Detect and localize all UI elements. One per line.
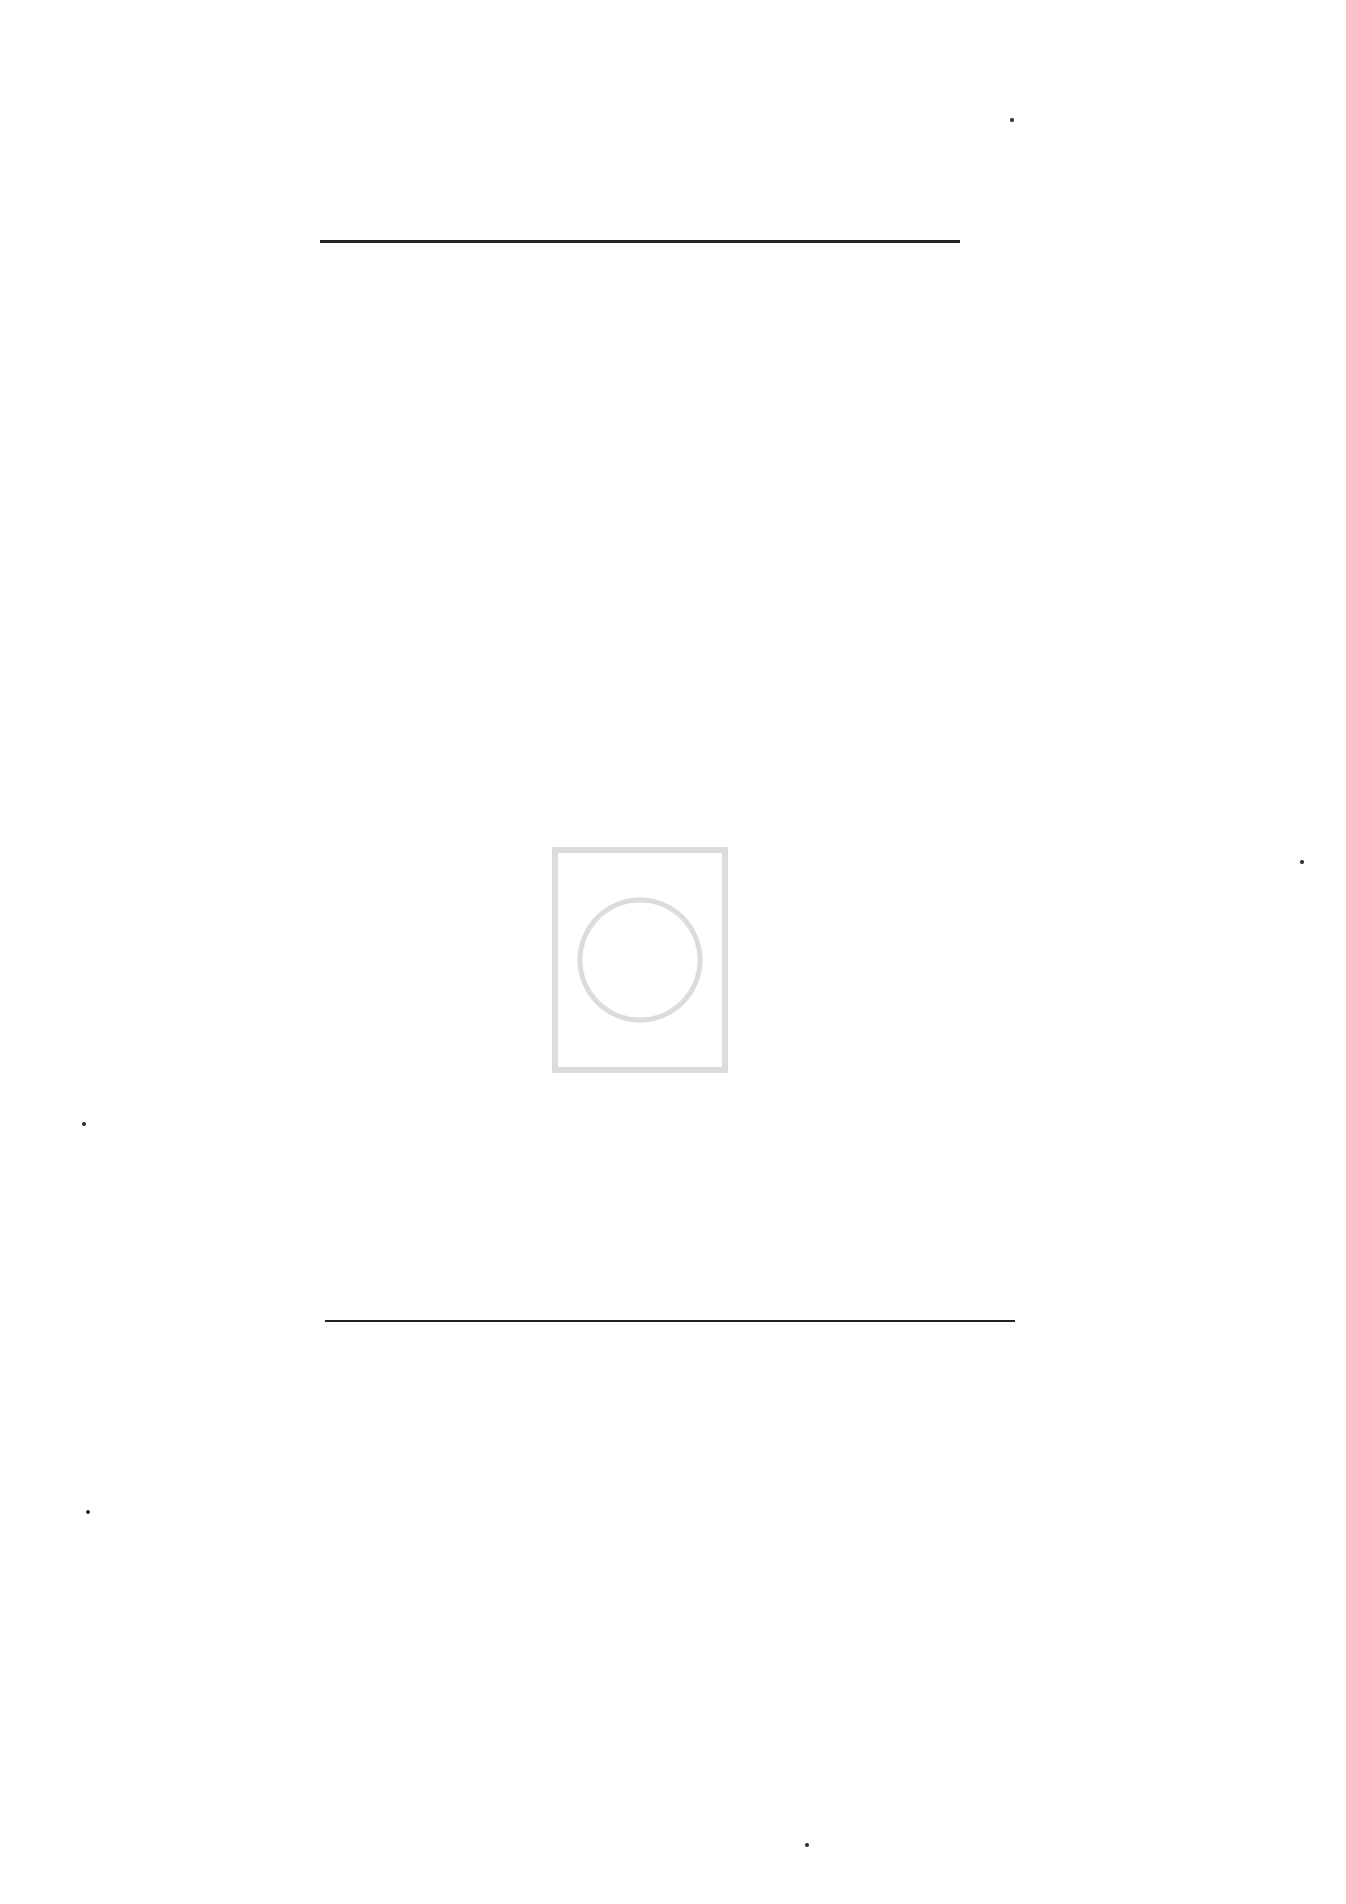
- header-rule: [320, 240, 960, 243]
- speck: [1010, 118, 1014, 122]
- speck: [805, 1843, 809, 1847]
- speck: [1300, 860, 1304, 864]
- library-seal-watermark: [515, 830, 765, 1090]
- speck: [86, 1510, 90, 1514]
- speck: [82, 1122, 86, 1126]
- footnote-rule: [325, 1320, 1015, 1322]
